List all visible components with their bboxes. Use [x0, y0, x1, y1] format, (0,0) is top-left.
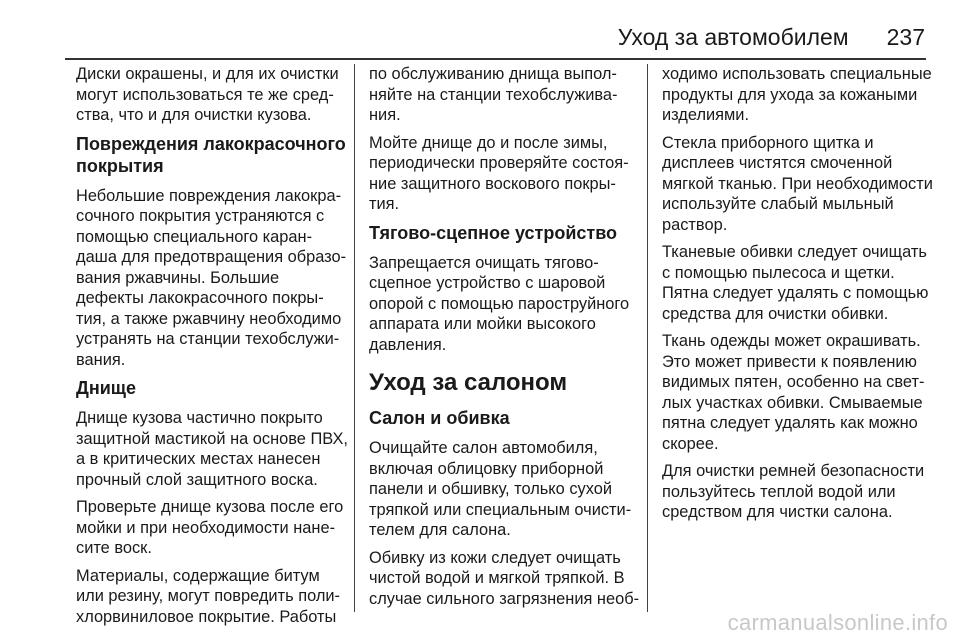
paragraph: Ткань одежды может окрашивать. Это может привести к появлению видимых пятен, особенно на свет- лых участках обивки. Смываемые пятна следует удалять как можно скорее. [662, 332, 925, 453]
paragraph: Материалы, содержащие битум или резину, могут повредить поли- хлорвиниловое покрытие. Работы [76, 566, 341, 626]
header-title: Уход за автомобилем [617, 23, 849, 50]
page-number: 237 [886, 23, 925, 50]
heading-interior-upholstery: Салон и обивка [369, 408, 510, 428]
heading-paint-damage: Повреждения лакокрасочного покрытия [76, 133, 346, 176]
watermark: carmanualsonline.info [727, 610, 948, 635]
paragraph: Небольшие повреждения лакокра- сочного покрытия устраняются с помощью специального каран- даша для предотвращения образо- вания ржавчины. Большие дефекты лакокрасочного покры- тия, а также ржавчину необходимо устранять на станции техобслужи- вания. [76, 186, 347, 369]
paragraph: Тканевые обивки следует очищать с помощью пылесоса и щетки. Пятна следует удалять с помощью средства для очистки обивки. [662, 243, 929, 323]
section-title-interior-care: Уход за салоном [369, 369, 568, 396]
paragraph: Запрещается очищать тягово- сцепное устройство с шаровой опорой с помощью пароструйного аппарата или мойки высокого давления. [369, 253, 630, 354]
paragraph: Для очистки ремней безопасности пользуйтесь теплой водой или средством для чистки салона. [662, 462, 925, 521]
paragraph: Обивку из кожи следует очищать чистой водой и мягкой тряпкой. В случае сильного загрязнения необ- [369, 548, 640, 608]
column-2 [369, 64, 643, 616]
paragraph: Днище кузова частично покрыто защитной мастикой на основе ПВХ, а в критических местах нанесен прочный слой защитного воска. [76, 409, 348, 489]
heading-underbody: Днище [76, 378, 136, 398]
column-divider [647, 64, 648, 612]
page-header [0, 20, 925, 54]
paragraph: Мойте днище до и после зимы, периодически проверяйте состоя- ние защитного воскового покры- тия. [369, 133, 629, 213]
paragraph: Очищайте салон автомобиля, включая облицовку приборной панели и обшивку, только сухой тряпкой или специальным очисти- телем для салона. [369, 439, 632, 539]
paragraph: по обслуживанию днища выпол- няйте на станции техобслужива- ния. [369, 65, 618, 124]
column-divider [354, 64, 355, 612]
header-rule [65, 58, 926, 60]
paragraph: Диски окрашены, и для их очистки могут использоваться те же сред- ства, что и для очистки кузова. [76, 65, 339, 124]
column-3 [662, 64, 936, 530]
paragraph: ходимо использовать специальные продукты для ухода за кожаными изделиями. [662, 65, 932, 124]
column-1 [76, 64, 350, 634]
heading-towbar: Тягово-сцепное устройство [369, 222, 618, 243]
paragraph: Стекла приборного щитка и дисплеев чистятся смоченной мягкой тканью. При необходимости используйте слабый мыльный раствор. [662, 133, 933, 234]
paragraph: Проверьте днище кузова после его мойки и при необходимости нане- сите воск. [76, 498, 344, 557]
